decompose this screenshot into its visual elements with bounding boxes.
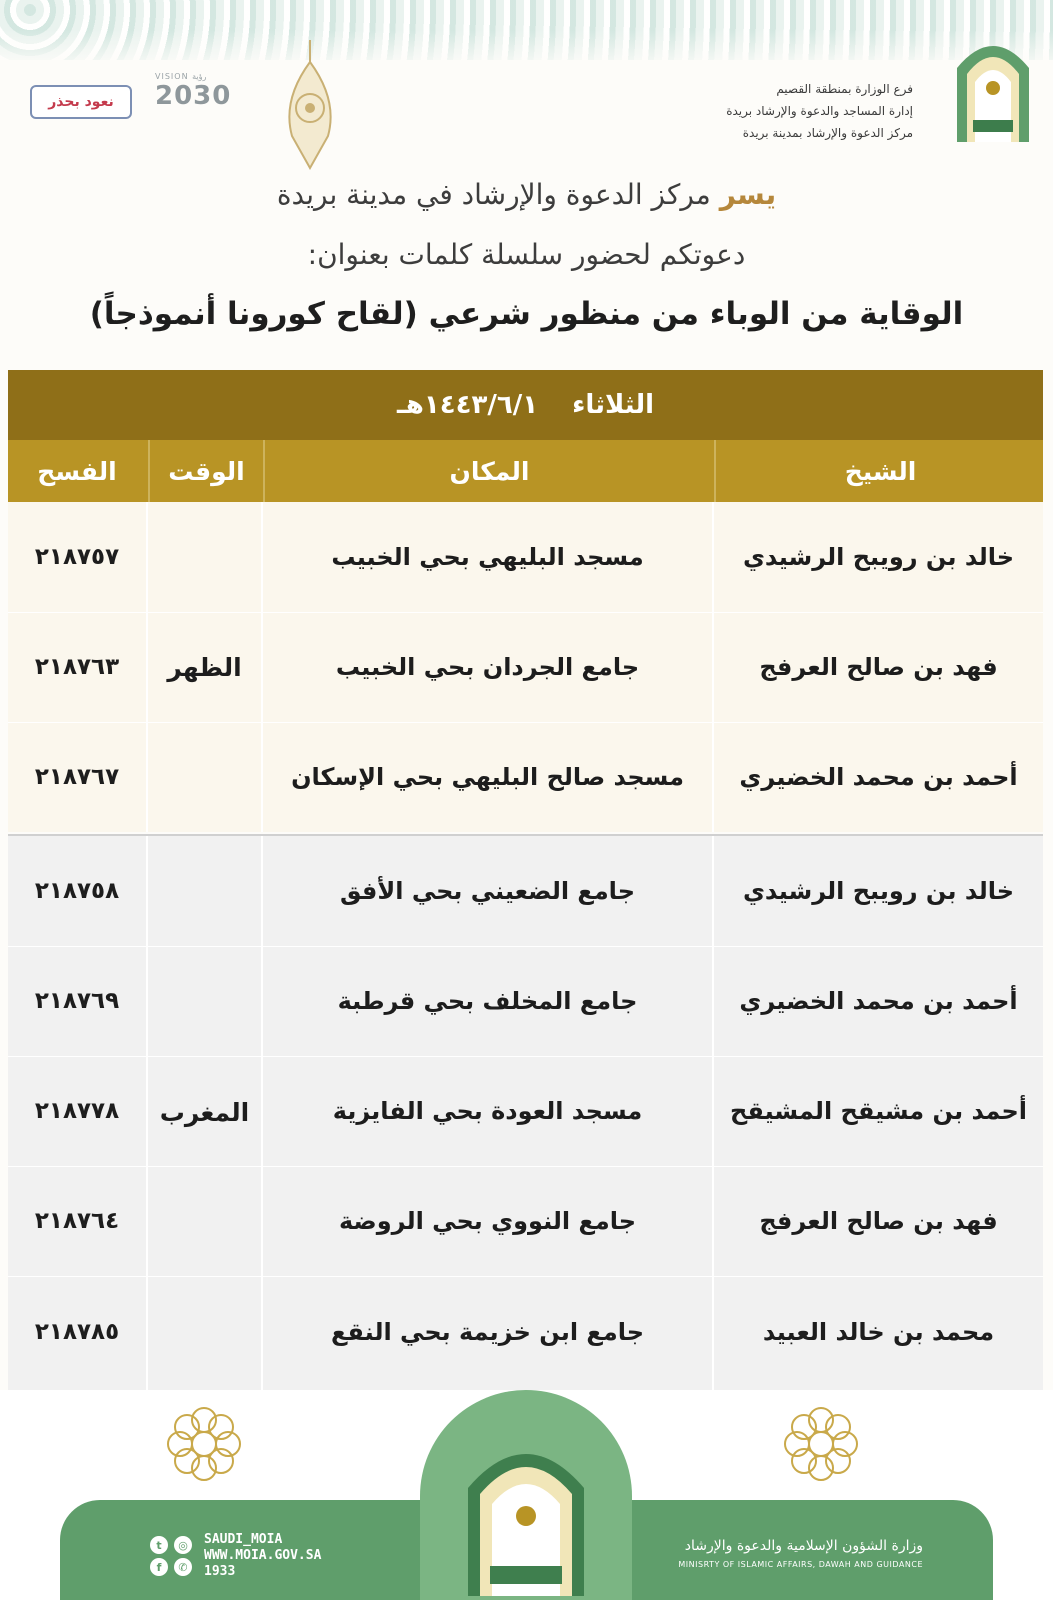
social-contacts bbox=[150, 1532, 321, 1580]
ministry-logo-icon bbox=[953, 28, 1033, 142]
table-header bbox=[8, 440, 1043, 502]
mosque-place: جامع النووي بحي الروضة bbox=[338, 1207, 637, 1235]
header-line-branch: فرع الوزارة بمنطقة القصيم bbox=[776, 82, 913, 96]
sheikh-name: فهد بن صالح العرفج bbox=[759, 653, 998, 681]
social-text bbox=[204, 1532, 321, 1580]
date-bar bbox=[8, 370, 1043, 440]
social-icons bbox=[150, 1536, 194, 1576]
vision-2030-logo bbox=[155, 72, 231, 111]
phone-number: 1933 bbox=[204, 1564, 236, 1579]
mosque-place: جامع الضعيني بحي الأفق bbox=[340, 877, 635, 905]
campaign-badge-text: نعود بحذر bbox=[48, 94, 114, 110]
phone-icon: ✆ bbox=[174, 1558, 192, 1576]
sheikh-name: أحمد بن محمد الخضيري bbox=[739, 987, 1018, 1015]
header-line-center: مركز الدعوة والإرشاد بمدينة بريدة bbox=[742, 126, 913, 140]
permit-number: ٢١٨٧٦٧ bbox=[34, 764, 120, 790]
time-maghrib: المغرب bbox=[159, 1097, 250, 1127]
mosque-place: جامع المخلف بحي قرطبة bbox=[337, 987, 638, 1015]
sheikh-name: أحمد بن مشيقح المشيقح bbox=[730, 1097, 1027, 1125]
ministry-name-arabic: وزارة الشؤون الإسلامية والدعوة والإرشاد bbox=[684, 1538, 923, 1554]
header-line-department: إدارة المساجد والدعوة والإرشاد بريدة bbox=[726, 104, 913, 118]
invitation-highlight: يسر bbox=[719, 178, 777, 211]
ministry-emblem-icon bbox=[462, 1426, 590, 1596]
column-header-permit: الفسح bbox=[37, 456, 117, 486]
permit-number: ٢١٨٧٦٣ bbox=[34, 654, 120, 680]
sheikh-name: فهد بن صالح العرفج bbox=[759, 1207, 998, 1235]
mosque-place: مسجد صالح البليهي بحي الإسكان bbox=[291, 763, 684, 791]
vision-year: 2030 bbox=[155, 81, 232, 111]
column-header-time: الوقت bbox=[148, 440, 263, 502]
permit-number: ٢١٨٧٦٤ bbox=[34, 1208, 120, 1234]
day-label: الثلاثاء bbox=[572, 390, 654, 420]
pattern-fade bbox=[0, 30, 1053, 70]
permit-number: ٢١٨٧٦٩ bbox=[34, 988, 120, 1014]
ministry-name-english: MINISRTY OF ISLAMIC AFFAIRS, DAWAH AND GUIDANCE bbox=[678, 1560, 923, 1569]
sheikh-name: خالد بن رويبح الرشيدي bbox=[742, 877, 1015, 905]
rosette-ornament-icon bbox=[775, 1398, 867, 1490]
instagram-icon: ◎ bbox=[174, 1536, 192, 1554]
invitation-line-1 bbox=[0, 178, 1053, 211]
campaign-badge bbox=[30, 85, 132, 119]
invitation-line-2: دعوتكم لحضور سلسلة كلمات بعنوان: bbox=[307, 238, 746, 271]
facebook-icon: f bbox=[150, 1558, 168, 1576]
twitter-icon: t bbox=[150, 1536, 168, 1554]
mosque-place: مسجد العودة بحي الفايزية bbox=[332, 1097, 643, 1125]
maghrib-section bbox=[8, 834, 1043, 1390]
permit-number: ٢١٨٧٥٨ bbox=[34, 878, 120, 904]
series-title: الوقاية من الوباء من منظور شرعي (لقاح كورونا أنموذجاً) bbox=[89, 296, 964, 332]
mosque-place: مسجد البليهي بحي الخبيب bbox=[331, 543, 644, 571]
invitation-line-1-text: مركز الدعوة والإرشاد في مدينة بريدة bbox=[276, 178, 720, 211]
social-handle: SAUDI_MOIA bbox=[204, 1532, 283, 1547]
lantern-icon bbox=[270, 40, 350, 170]
website-link[interactable]: WWW.MOIA.GOV.SA bbox=[204, 1548, 322, 1563]
permit-number: ٢١٨٧٧٨ bbox=[34, 1098, 120, 1124]
column-header-sheikh: الشيخ bbox=[714, 440, 1045, 502]
permit-number: ٢١٨٧٥٧ bbox=[34, 544, 120, 570]
header-branch-lines bbox=[726, 78, 913, 144]
column-header-place: المكان bbox=[263, 440, 714, 502]
vision-label: VISION رؤية bbox=[155, 72, 207, 81]
mosque-place: جامع ابن خزيمة بحي النقع bbox=[331, 1318, 644, 1346]
rosette-ornament-icon bbox=[158, 1398, 250, 1490]
sheikh-name: محمد بن خالد العبيد bbox=[762, 1318, 995, 1346]
sheikh-name: أحمد بن محمد الخضيري bbox=[739, 763, 1018, 791]
sheikh-name: خالد بن رويبح الرشيدي bbox=[742, 543, 1015, 571]
footer bbox=[0, 1390, 1053, 1600]
dhuhr-section bbox=[8, 502, 1043, 832]
time-dhuhr: الظهر bbox=[167, 652, 242, 682]
hijri-date: ١٤٤٣/٦/١هـ bbox=[397, 390, 539, 420]
permit-number: ٢١٨٧٨٥ bbox=[34, 1319, 120, 1345]
mosque-place: جامع الجردان بحي الخبيب bbox=[335, 653, 640, 681]
ministry-name bbox=[678, 1538, 923, 1569]
